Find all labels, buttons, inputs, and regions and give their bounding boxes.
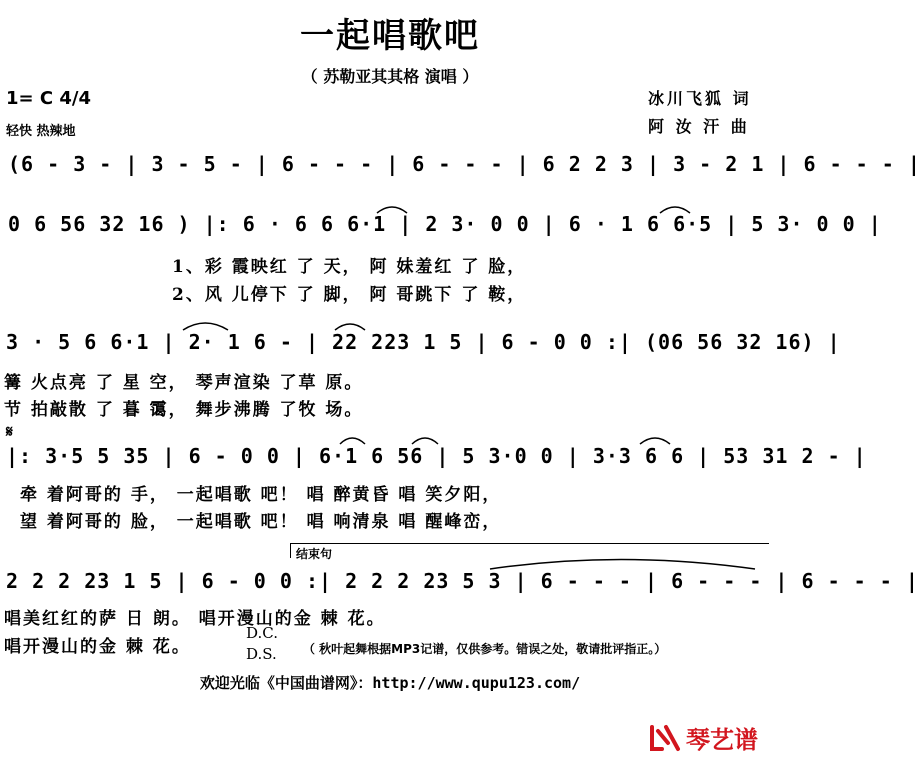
- singer-credit: （ 苏勒亚其其格 演唱 ）: [301, 67, 479, 86]
- lyric-row-3-verse-2: 节 拍敲散 了 暮 霭， 舞步沸腾 了牧 场。: [4, 400, 364, 420]
- dc-marking: D.C.: [246, 624, 278, 642]
- lyric-row-3-verse-1: 篝 火点亮 了 星 空， 琴声渲染 了草 原。: [4, 373, 364, 393]
- lyricist-credit: 冰川飞狐 词: [648, 89, 752, 108]
- score-row-1: (6 - 3 - | 3 - 5 - | 6 - - - | 6 - - - | 6 2 2 3 | 3 - 2 1 | 6 - - - |: [8, 152, 921, 176]
- ds-marking: D.S.: [246, 645, 277, 663]
- logo-text: 琴艺谱: [686, 726, 758, 754]
- score-row-5: 2 2 2 23 1 5 | 6 - 0 0 :| 2 2 2 23 5 3 | 6 - - - | 6 - - - | 6 - - - |: [6, 569, 919, 593]
- lyric-row-5-verse-2: 唱开漫山的金 棘 花。: [4, 637, 191, 657]
- lyric-row-2-verse-2: 2、风 儿停下 了 脚， 阿 哥跳下 了 鞍，: [172, 285, 527, 305]
- score-row-2: 0 6 56 32 16 ) |: 6 · 6 6 6·1 | 2 3· 0 0 | 6 · 1 6 6·5 | 5 3· 0 0 |: [8, 212, 882, 236]
- tempo-marking: 轻快 热辣地: [6, 124, 76, 139]
- lyric-row-5-verse-1: 唱美红红的萨 日 朗。 唱开漫山的金 棘 花。: [4, 609, 386, 629]
- transcription-note: （ 秋叶起舞根据MP3记谱，仅供参考。错误之处，敬请批评指正。）: [303, 642, 667, 656]
- ending-label: 结束句: [296, 547, 333, 561]
- lyric-row-2-verse-1: 1、彩 霞映红 了 天， 阿 妹羞红 了 脸，: [172, 257, 527, 277]
- score-row-4: |: 3·5 5 35 | 6 - 0 0 | 6·1 6 56 | 5 3·0 0 | 3·3 6 6 | 53 31 2 - |: [6, 444, 867, 468]
- segno-sign: 𝄋: [6, 422, 13, 441]
- lyric-row-4-verse-2: 望 着阿哥的 脸， 一起唱歌 吧！ 唱 响清泉 唱 醒峰峦，: [20, 512, 502, 532]
- lyric-row-4-verse-1: 牵 着阿哥的 手， 一起唱歌 吧！ 唱 醉黄昏 唱 笑夕阳，: [20, 485, 502, 505]
- site-footer-link[interactable]: 欢迎光临《中国曲谱网》：http://www.qupu123.com/: [199, 674, 581, 692]
- key-signature: 1= C 4/4: [6, 88, 91, 109]
- score-row-3: 3 · 5 6 6·1 | 2· 1 6 - | 22 223 1 5 | 6 - 0 0 :| (06 56 32 16) |: [6, 330, 841, 354]
- composer-credit: 阿 汝 汗 曲: [648, 117, 750, 136]
- song-title: 一起唱歌吧: [300, 16, 480, 56]
